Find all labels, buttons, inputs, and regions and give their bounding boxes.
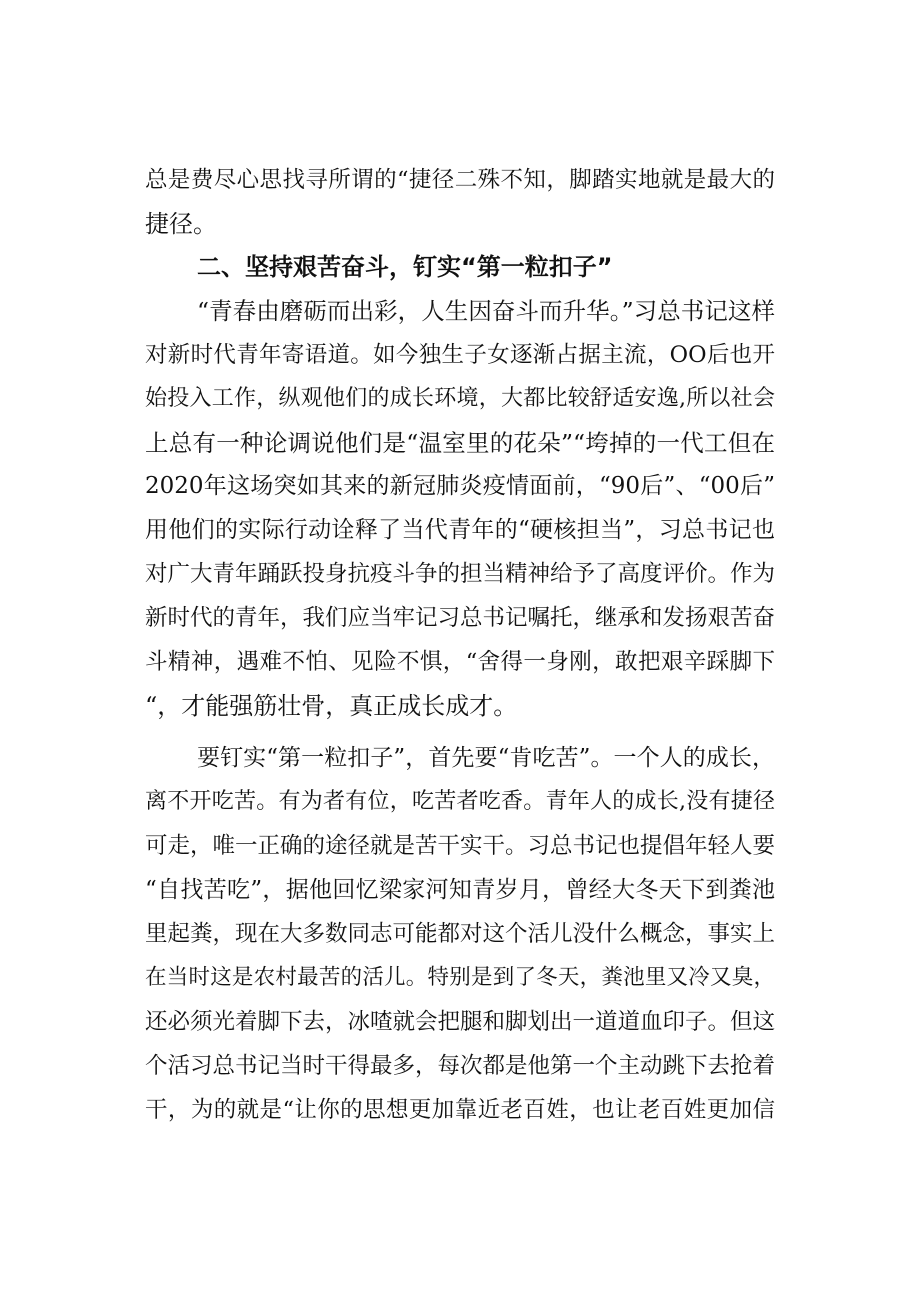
paragraph-3-line-6: 在当时这是农村最苦的活儿。特别是到了冬天，粪池里又冷又臭， bbox=[145, 965, 775, 990]
paragraph-2-line-5: 2020年这场突如其来的新冠肺炎疫情面前，“90后”、“00后” bbox=[145, 473, 775, 499]
paragraph-2-line-3: 始投入工作，纵观他们的成长环境，大都比较舒适安逸,所以社会 bbox=[145, 386, 775, 411]
paragraph-3-line-7: 还必须光着脚下去，冰喳就会把腿和脚划出一道道血印子。但这 bbox=[145, 1009, 776, 1035]
paragraph-3-line-5: 里起粪，现在大多数同志可能都对这个活儿没什么概念，事实上 bbox=[145, 921, 776, 947]
paragraph-2-line-10: “，才能强筋壮骨，真正成长成才。 bbox=[145, 692, 518, 720]
paragraph-2-line-2: 对新时代青年寄语道。如今独生子女逐渐占据主流，OO后也开 bbox=[145, 342, 775, 368]
paragraph-3-line-4: “自找苦吃”，据他回忆梁家河知青岁月，曾经大冬天下到粪池 bbox=[145, 877, 775, 903]
paragraph-3-line-9: 干，为的就是“让你的思想更加靠近老百姓，也让老百姓更加信 bbox=[145, 1097, 775, 1123]
paragraph-2-line-9: 斗精神，遇难不怕、见险不惧，“舍得一身刚，敢把艰辛踩脚下 bbox=[145, 649, 775, 675]
paragraph-3-line-8: 个活习总书记当时干得最多，每次都是他第一个主动跳下去抢着 bbox=[145, 1053, 776, 1079]
paragraph-3-line-2: 离不开吃苦。有为者有位，吃苦者吃香。青年人的成长,没有捷径 bbox=[145, 789, 775, 814]
section-heading: 二、坚持艰苦奋斗，钉实“第一粒扣子” bbox=[197, 253, 613, 281]
paragraph-2-line-4: 上总有一种论调说他们是“温室里的花朵”“垮掉的一代工但在 bbox=[145, 429, 775, 457]
paragraph-1-line-1: 总是费尽心思找寻所谓的“捷径二殊不知，脚踏实地就是最大的 bbox=[145, 167, 775, 193]
paragraph-2-line-1: “青春由磨砺而出彩，人生因奋斗而升华。”习总书记这样 bbox=[197, 297, 775, 325]
paragraph-2-line-6: 用他们的实际行动诠释了当代青年的“硬核担当”，习总书记也 bbox=[145, 517, 775, 543]
paragraph-3-line-3: 可走，唯一正确的途径就是苦干实干。习总书记也提倡年轻人要 bbox=[145, 833, 776, 859]
paragraph-2-line-8: 新时代的青年，我们应当牢记习总书记嘱托，继承和发扬艰苦奋 bbox=[145, 605, 776, 631]
paragraph-1-line-2: 捷径。 bbox=[145, 210, 217, 238]
paragraph-3-line-1: 要钉实“第一粒扣子”，首先要“肯吃苦”。一个人的成长， bbox=[197, 745, 775, 771]
paragraph-2-line-7: 对广大青年踊跃投身抗疫斗争的担当精神给予了高度评价。作为 bbox=[145, 561, 776, 587]
